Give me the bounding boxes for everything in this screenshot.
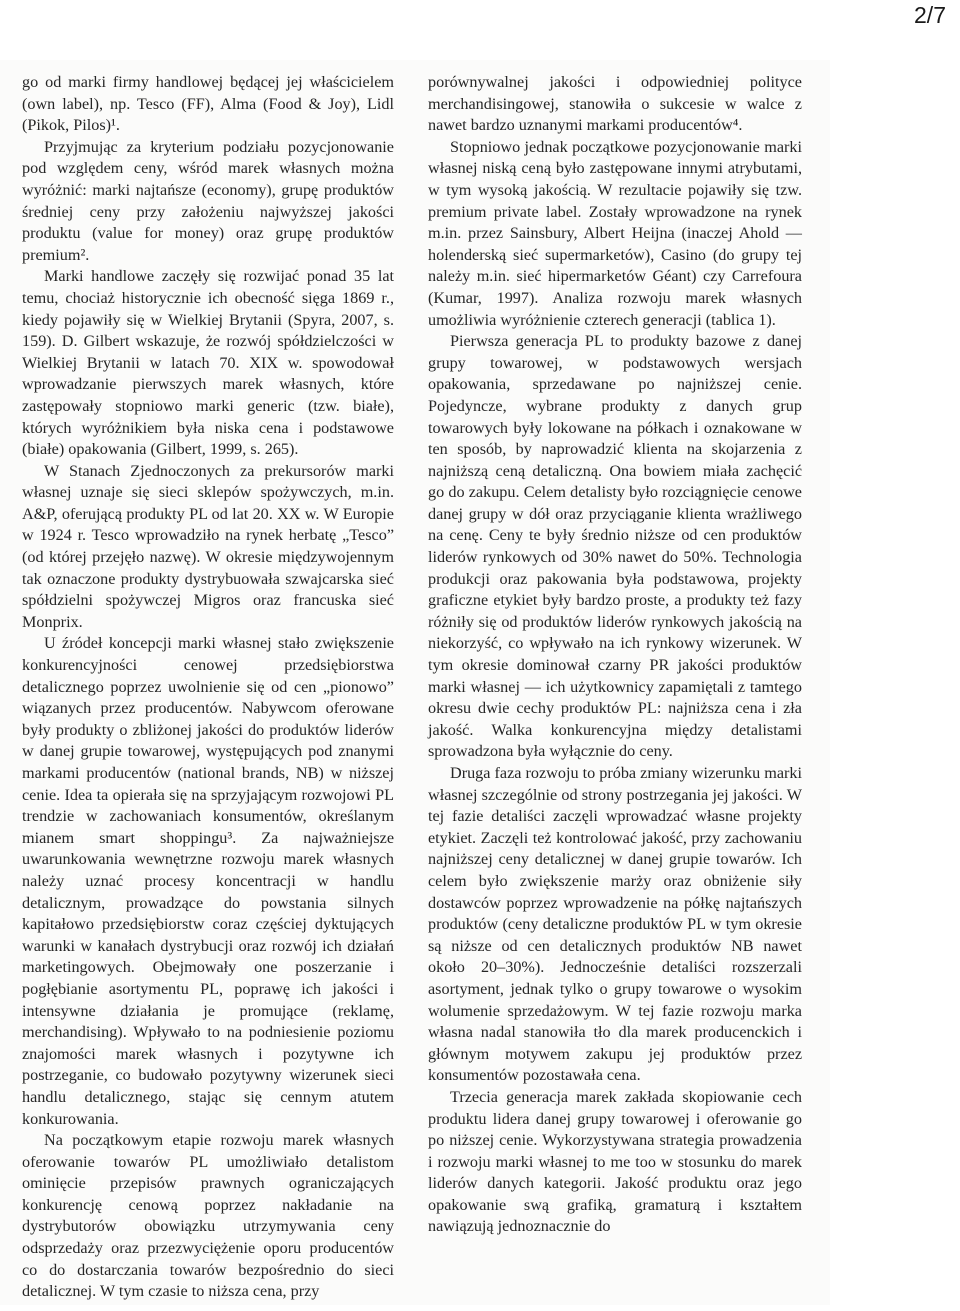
paragraph: go od marki firmy handlowej będącej jej właścicielem (own label), np. Tesco (FF), Alma (Food & Joy), Lidl (Pikok, Pilos)¹.	[22, 73, 394, 135]
paragraph: Druga faza rozwoju to próba zmiany wizerunku marki własnej szczególnie od strony postrzegania jej jakości. W tej fazie detaliści zaczęli wprowadzać własne projekty etykiet. Zaczęli też kontrolować jakość, przy zachowaniu najniższej ceny detalicznej w danej grupie towarów. Ich celem było zwiększenie marży oraz obniżenie siły dostawców poprzez wprowadzenie na półkę najtańszych produktów (ceny detaliczne produktów PL w tym okresie są niższe od cen detalicznych produktów NB nawet około 20–30%). Jednocześnie detaliści rozszerzali asortyment, jednak tylko o grupy towarowe o wysokim wolumenie sprzedażowym. W tej fazie rozwoju marka własna nadal stanowiła tło dla marek producenckich i głównym motywem zakupu jej produktów przez konsumentów pozostawała cena.	[428, 764, 802, 1085]
paragraph: Przyjmując za kryterium podziału pozycjonowanie pod względem ceny, wśród marek własnych można wyróżnić: marki najtańsze (economy), grupę produktów średniej ceny przy założeniu najwyższej jakości produktu (value for money) oraz grupę produktów premium².	[22, 137, 394, 264]
right-text-column	[428, 72, 802, 1238]
paragraph: W Stanach Zjednoczonych za prekursorów marki własnej uznaje się sieci sklepów spożywczych, m.in. A&P, oferującą produkty PL od lat 20. XX w. W Europie w 1924 r. Tesco wprowadziło na rynek herbatę „Tesco” (od której przejęło nazwę). W okresie międzywojennym tak oznaczone produkty dystrybuowała szwajcarska sieć spółdzielni spożywczej Migros oraz francuska sieć Monprix.	[22, 461, 394, 631]
left-text-column	[22, 72, 394, 1303]
paragraph: Trzecia generacja marek zakłada skopiowanie cech produktu lidera danej grupy towarowej i oferowanie go po niższej cenie. Wykorzystywana strategia prowadzenia i rozwoju marki własnej to me too w stosunku do marek liderów danych kategorii. Jakość produktu oraz jego opakowanie swą grafiką, gramaturą i kształtem nawiązują jednoznacznie do	[428, 1087, 802, 1236]
paragraph: Marki handlowe zaczęły się rozwijać ponad 35 lat temu, chociaż historycznie ich obecność sięga 1869 r., kiedy pojawiły się w Wielkiej Brytanii (Spyra, 2007, s. 159). D. Gilbert wskazuje, że rozwój spółdzielczości w Wielkiej Brytanii w latach 70. XIX w. spowodował wprowadzanie pierwszych marek własnych, które zastępowały stopniowo marki generic (tzw. białe), których wyróżnikiem była niska cena i podstawowe (białe) opakowania (Gilbert, 1999, s. 265).	[22, 267, 394, 459]
paragraph: U źródeł koncepcji marki własnej stało zwiększenie konkurencyjności cenowej przedsiębiorstwa detalicznego poprzez uwolnienie się od cen „pionowo” wiązanych przez producentów. Nabywcom oferowane były produkty o zbliżonej jakości do produktów liderów w danej grupie towarowej, występujących pod znanymi markami producentów (national brands, NB) w niższej cenie. Idea ta opierała się na sprzyjającym rozwojowi PL trendzie w zachowaniach konsumentów, określanym mianem smart shoppingu³. Za najważniejsze uwarunkowania wewnętrzne rozwoju marek własnych należy uznać procesy koncentracji w handlu detalicznym, prowadzące do powstania silnych kapitałowo przedsiębiorstw coraz częściej dyktujących warunki w kanałach dystrybucji oraz rozwój ich działań marketingowych. Obejmowały one poszerzanie i pogłębianie asortymentu PL, poprawę ich jakości i intensywne działania je promujące (reklamę, merchandising). Wpływało to na podniesienie poziomu znajomości marek własnych i pozytywne ich postrzeganie, co budowało pozytywny wizerunek sieci handlu detalicznego, stając się cennym atutem konkurowania.	[22, 634, 394, 1128]
paragraph: porównywalnej jakości i odpowiedniej polityce merchandisingowej, stanowiła o sukcesie w walce z nawet bardzo uznanymi markami producentów⁴.	[428, 73, 802, 135]
page-number: 2/7	[914, 2, 946, 28]
paragraph: Pierwsza generacja PL to produkty bazowe z danej grupy towarowej, w podstawowych wersjach opakowania, sprzedawane po najniższej cenie. Pojedyncze, wybrane produkty z danych grup towarowych były lokowane na półkach i oznakowane w ten sposób, by naprowadzić klienta na skojarzenia z najniższą ceną detaliczną. Ona bowiem miała zachęcić go do zakupu. Celem detalisty było rozciągnięcie cenowe danej grupy w dół oraz przyciąganie klienta wrażliwego na cenę. Ceny te były średnio niższe od cen produktów liderów rynkowych od 30% nawet do 50%. Technologia produkcji oraz pakowania była podstawowa, projekty graficzne etykiet były bardzo proste, a produkty też fazy różniły się od produktów liderów rynkowych jakością na niekorzyść, co wpływało na ich rynkowy wizerunek. W tym okresie dominował czarny PR jakości produktów marki własnej — ich użytkownicy zapamiętali z tamtego okresu dwie cechy produktów PL: najniższa cena i zła jakość. Walka konkurencyjna między detalistami sprowadzona była wyłącznie do ceny.	[428, 332, 802, 761]
paragraph: Stopniowo jednak początkowe pozycjonowanie marki własnej niską ceną było zastępowane innymi atrybutami, w tym wysoką jakością. W rezultacie pojawiły się tzw. premium private label. Zostały wprowadzone na rynek m.in. przez Sainsbury, Albert Heijna (inaczej Ahold — holenderską sieć supermarketów), Casino (do grupy tej należy m.in. sieć hipermarketów Géant) czy Carrefoura (Kumar, 1997). Analiza rozwoju marek własnych umożliwia wyróżnienie czterech generacji (tablica 1).	[428, 137, 802, 329]
paragraph: Na początkowym etapie rozwoju marek własnych oferowanie towarów PL umożliwiało detalistom ominięcie przepisów prawnych ograniczających konkurencję cenową poprzez nakładanie na dystrybutorów obowiązku utrzymywania ceny odsprzedaży oraz przezwyciężenie oporu producentów co do dostarczania towarów bezpośrednio do sieci detalicznej. W tym czasie to niższa cena, przy	[22, 1131, 394, 1301]
